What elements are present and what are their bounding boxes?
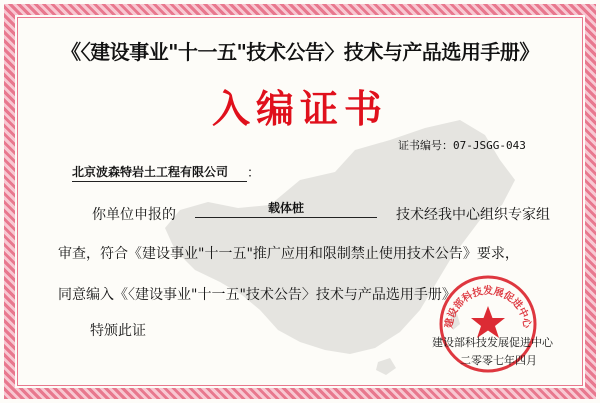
- body-line3: 同意编入《〈建设事业"十一五"技术公告〉技术与产品选用手册》: [58, 287, 456, 303]
- body-line2: 审查，符合《建设事业"十一五"推广应用和限制禁止使用技术公告》要求，: [58, 246, 519, 262]
- recipient-colon: ：: [247, 166, 261, 181]
- issue-date: 二零零七年四月: [460, 354, 537, 367]
- issuer-name: 建设部科技发展促进中心: [432, 336, 553, 349]
- recipient-line: [72, 161, 247, 182]
- product-name: 载体桩: [267, 201, 304, 215]
- product-field: [195, 199, 377, 218]
- certificate-title: 《〈建设事业"十一五"技术公告〉技术与产品选用手册》: [61, 40, 539, 64]
- closing-text: 特颁此证: [90, 323, 146, 339]
- body-line1-prefix: 你单位申报的: [92, 207, 176, 223]
- certificate-number-label: 证书编号：: [398, 139, 453, 152]
- seal-text: 建设部科技发展促进中心: [443, 286, 533, 330]
- recipient-name: 北京波森特岩土工程有限公司: [72, 163, 247, 182]
- body-line1-suffix: 技术经我中心组织专家组: [396, 207, 550, 223]
- certificate-heading: 入编证书: [211, 86, 388, 131]
- certificate-number: [398, 137, 526, 153]
- certificate-number-value: 07-JSGG-043: [453, 139, 526, 152]
